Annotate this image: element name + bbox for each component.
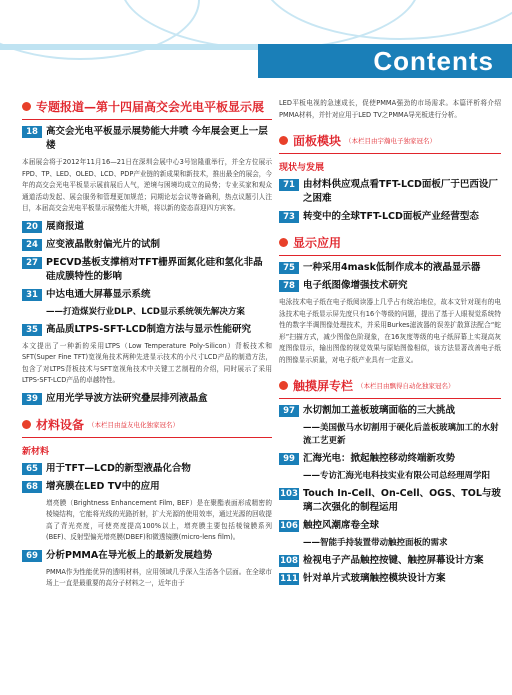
toc-item[interactable]	[279, 210, 501, 224]
section-bullet-icon	[22, 420, 31, 429]
toc-item[interactable]	[22, 125, 272, 153]
article-title[interactable]: 汇海光电：掀起触控移动终端新攻势	[303, 453, 456, 464]
section-divider	[22, 437, 272, 438]
toc-item[interactable]	[279, 404, 501, 418]
toc-item[interactable]	[279, 279, 501, 293]
page-number: 20	[22, 221, 42, 233]
toc-item[interactable]	[279, 452, 501, 466]
toc-item[interactable]	[22, 238, 272, 252]
page-number: 68	[22, 481, 42, 493]
section-header	[279, 132, 501, 149]
page-number: 99	[279, 453, 299, 465]
article-summary: 增亮膜（Brightness Enhancement Film, BEF）是在聚酯表面形成精密的棱镜结构，它能将光线的光路折射，扩大光源的使用效率，通过光源的回收提高了背光亮度，可使亮度提高100%以上，增亮膜主要包括棱镜膜系列(BEF)、反射型偏光增亮膜(DBEF)和微透镜膜(micro-lens film)。	[46, 498, 272, 541]
article-summary-continued: LED平板电视的急速成长，促使PMMA强劲的市场需求。本篇评析将介绍PMMA材料，并针对应用于LED TV之PMMA导光板进行分析。	[279, 99, 501, 119]
page-number: 35	[22, 324, 42, 336]
section-title: 专题报道—第十四届高交会光电平板显示展	[36, 100, 265, 114]
toc-item[interactable]	[279, 261, 501, 275]
article-title[interactable]: Touch In-Cell、On-Cell、OGS、TOL与玻璃二次强化的制程运用	[303, 488, 501, 513]
section-divider	[279, 255, 501, 256]
section-divider	[279, 398, 501, 399]
toc-item[interactable]	[279, 554, 501, 568]
toc-item[interactable]	[279, 487, 501, 515]
subsection-title: 新材料	[22, 446, 50, 457]
toc-item[interactable]	[22, 288, 272, 302]
article-title[interactable]: 高品质LTPS-SFT-LCD制造方法与显示性能研究	[46, 323, 251, 335]
page-number: 69	[22, 550, 42, 562]
page-number: 39	[22, 393, 42, 405]
article-title[interactable]: 转变中的全球TFT-LCD面板产业经营型态	[303, 211, 479, 222]
article-title[interactable]: 触控风潮席卷全球	[303, 520, 380, 531]
page-number: 27	[22, 257, 42, 269]
page-number: 103	[280, 489, 298, 499]
section-header	[279, 377, 501, 394]
section-divider	[279, 153, 501, 154]
article-title[interactable]: 用于TFT—LCD的新型液晶化合物	[46, 462, 191, 474]
section-bullet-icon	[279, 136, 288, 145]
toc-item[interactable]	[279, 178, 501, 206]
page-number: 108	[280, 556, 298, 566]
contents-header	[0, 0, 512, 86]
page-number: 71	[279, 179, 299, 191]
section-sponsor-note: （本栏目由飘得自动化独家冠名）	[357, 382, 455, 390]
article-subtitle: ——专访汇海光电科技实业有限公司总经理周学阳	[303, 471, 491, 481]
page-number: 106	[280, 521, 298, 531]
article-title[interactable]: 针对单片式玻璃触控模块设计方案	[303, 573, 446, 584]
article-summary: 本文提出了一种新的采用LTPS（Low Temperature Poly-Silicon）背板技术和SFT(Super Fine TFT)宽视角技术两种先进显示技术的小尺寸LCD产品的制造方法，包含了对LTPS背板技术与SFT宽视角技术中关键工艺制程的介绍，同时展示了采用LTPS-SFT-LCD产品的卓越特性。	[22, 341, 272, 384]
article-summary: PMMA作为性能优异的透明材料，应用领域几乎深入生活各个层面。在全球市场上一直是最重要的高分子材料之一，近年由于	[46, 567, 272, 587]
article-title[interactable]: 由材料供应观点看TFT-LCD面板厂于巴西设厂之困难	[303, 179, 498, 204]
article-title[interactable]: 高交会光电平板显示展势能大井喷 今年展会更上一层楼	[46, 126, 268, 151]
article-title[interactable]: 中达电通大屏幕显示系统	[46, 288, 151, 300]
left-column	[22, 98, 272, 595]
article-subtitle: ——智能手持装置带动触控面板的需求	[303, 538, 448, 548]
right-column	[279, 98, 501, 590]
section-bullet-icon	[279, 381, 288, 390]
page-number: 111	[280, 574, 298, 584]
page-number: 31	[22, 289, 42, 301]
header-light-band	[0, 44, 258, 50]
article-summary: 本届展会将于2012年11月16—21日在深圳会展中心3号馆隆重举行，并全方位展示FPD、TP、LED、OLED、LCD、PDP产业链的新成果和新技术，推出最全的展会，今年的高交会光电平板显示展前展后人气，逆境与困境均成立的局势；专业买家和观众通道活动发起、展会服务和管理更加规范；同期论坛会议等备确利，热点议题引人注目，本届高交会光电平板显示展势能大井喷，将以新的姿态喜迎四方宾客。	[22, 158, 272, 212]
toc-item[interactable]	[22, 480, 272, 494]
page-number: 18	[22, 126, 42, 138]
section-title: 触摸屏专栏	[293, 379, 354, 393]
section-header	[22, 416, 272, 433]
toc-item[interactable]	[22, 462, 272, 476]
page-number: 97	[279, 405, 299, 417]
toc-item[interactable]	[22, 392, 272, 406]
page-title: Contents	[373, 46, 494, 76]
article-title[interactable]: 应用光学导波方法研究叠层排列液晶盒	[46, 392, 208, 404]
section-title: 面板模块	[293, 134, 342, 148]
section-header	[22, 98, 272, 115]
toc-item[interactable]	[22, 323, 272, 337]
article-subtitle: ——美国傲马水切割用于硬化后盖板玻璃加工的水射流工艺更新	[303, 423, 499, 446]
section-divider	[22, 119, 272, 120]
page-number: 24	[22, 239, 42, 251]
article-title[interactable]: 水切割加工盖板玻璃面临的三大挑战	[303, 405, 456, 416]
section-sponsor-note: （本栏目由宇瀚电子独家冠名）	[345, 137, 437, 145]
article-summary: 电泳技术电子纸在电子纸阅读器上几乎占有统治地位，故本文针对现有的电泳技术电子纸显示屏先度只有16个等级的问题，提出了基于人眼视觉系统特性的数字半调图像处理技术，并采用Burkes滤波器的误差扩散算法配合“蛇形”扫描方式，减少图像色阶现象，在16灰度等级的电子纸屏幕上实现高灰度图像显示，输出图像的视觉效果与原始图像相似，该方法显著改善电子纸的图像显示质量，对电子纸产业具有一定意义。	[279, 298, 501, 364]
article-title[interactable]: 应变液晶散射偏光片的试制	[46, 238, 161, 250]
article-title[interactable]: 一种采用4mask低制作成本的液晶显示器	[303, 262, 481, 273]
article-title[interactable]: 分析PMMA在导光板上的最新发展趋势	[46, 549, 213, 561]
toc-item[interactable]	[22, 256, 272, 284]
section-sponsor-note: （本栏目由益友电化独家冠名）	[88, 420, 180, 429]
section-title: 材料设备	[36, 417, 85, 432]
section-bullet-icon	[22, 102, 31, 111]
page-number: 75	[279, 262, 299, 274]
page-number: 73	[279, 211, 299, 223]
toc-item[interactable]	[279, 519, 501, 533]
subsection-title: 现状与发展	[279, 163, 325, 173]
article-title[interactable]: PECVD基板支撑梢对TFT栅界面氮化硅和氢化非晶硅成膜特性的影响	[46, 256, 263, 282]
article-title[interactable]: 检视电子产品触控按键、触控屏幕设计方案	[303, 555, 484, 566]
toc-item[interactable]	[22, 549, 272, 563]
toc-item[interactable]	[22, 220, 272, 234]
section-bullet-icon	[279, 238, 288, 247]
section-header	[279, 234, 501, 251]
section-title: 显示应用	[293, 236, 342, 250]
article-subtitle: ——打造煤炭行业DLP、LCD显示系统领先解决方案	[46, 306, 245, 317]
article-title[interactable]: 电子纸图像增强技术研究	[303, 280, 408, 291]
page-number: 65	[22, 463, 42, 475]
toc-item[interactable]	[279, 572, 501, 586]
article-title[interactable]: 展商报道	[46, 220, 85, 232]
article-title[interactable]: 增亮膜在LED TV中的应用	[46, 480, 160, 492]
page-number: 78	[279, 280, 299, 292]
